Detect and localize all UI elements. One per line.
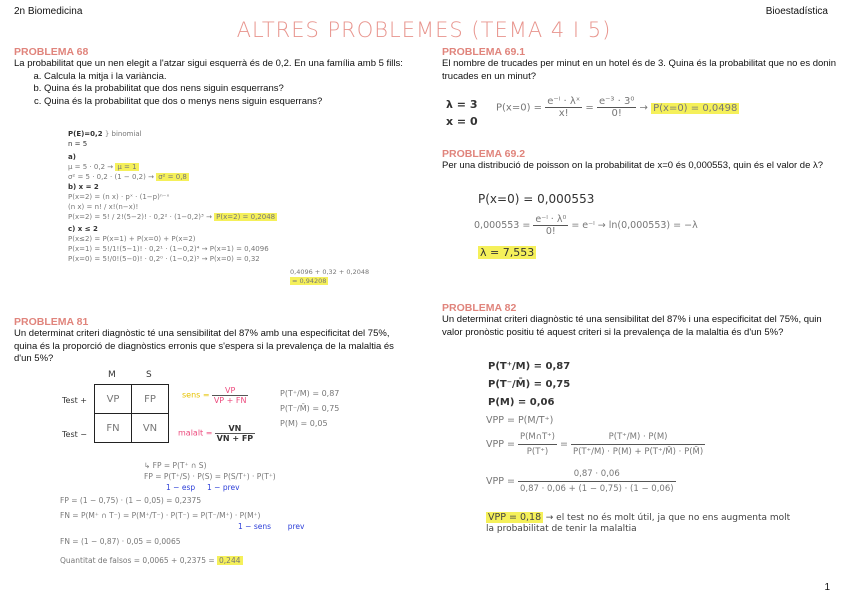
answer-highlight: P(x=0) = 0,0498: [653, 102, 738, 114]
note: FN = (1 − 0,87) · 0,05 = 0,0065: [60, 537, 181, 546]
header-subject: Bioestadística: [765, 6, 828, 17]
answer-highlight: 0,244: [219, 556, 241, 565]
note: x!: [558, 108, 569, 119]
note: P(T⁺/M) · P(M): [571, 430, 705, 445]
answer-highlight: = 0,94208: [292, 277, 327, 285]
problem-68: [14, 46, 410, 108]
note: P(T⁻/M̄) = 0,75: [488, 379, 571, 390]
note: FP = P(T⁺/S) · P(S) = P(S/T⁺) · P(T⁺): [144, 472, 276, 481]
problem-statement: [14, 58, 410, 108]
note: P(T⁻/M̄) = 0,75: [280, 404, 340, 413]
note: σ² = 5 · 0,2 · (1 − 0,2): [68, 173, 146, 181]
note: 1 − sens: [238, 522, 272, 531]
note: VN: [215, 424, 256, 434]
note: binomial: [111, 130, 142, 138]
note: c) x ≤ 2: [68, 225, 98, 233]
cell-fp: FP: [132, 385, 169, 414]
conclusion-note: → el test no és molt útil, ja que no ens augmenta molt la probabilitat de tenir la malaltia: [486, 513, 791, 534]
note: VP: [212, 386, 249, 396]
specificity-formula: [178, 424, 255, 443]
given-values-82: [488, 358, 570, 412]
question-list: [14, 71, 410, 109]
problem-heading: PROBLEMA 69.1: [442, 46, 526, 58]
note: 0,87 · 0,06: [518, 467, 676, 482]
cell-vp: VP: [95, 385, 132, 414]
page-title: ALTRES PROBLEMES (TEMA 4 I 5): [236, 18, 612, 42]
note: P(x=0) =: [496, 102, 543, 114]
note: P(x=0) = 0,32: [209, 255, 260, 263]
answer-highlight: P(x=2) = 0,2048: [216, 213, 276, 221]
note: P(E)=0,2: [68, 130, 103, 138]
col-s-label: S: [146, 370, 152, 380]
problem-69-1: [442, 46, 838, 83]
note: b) x = 2: [68, 183, 99, 191]
given-probability-69-2: P(x=0) = 0,000553: [478, 192, 595, 206]
note: P(M∩T⁺): [518, 430, 557, 445]
handwritten-work-68: P(E)=0,2 } binomial n = 5 a) μ = 5 · 0,2 → μ = 1 σ² = 5 · 0,2 · (1 − 0,2) → σ² = 0,8 b) x = 2 P(x=2) = (n x) · pˣ · (1−p)ⁿ⁻ˣ (n x) = n! / x!(n−x)! P(x=2) = 5! / 2!(5−2)! · 0,2² · (1−0,2)³ → P(x=2) = 0,2048 c) x ≤ 2 P(x≤2) = P(x=1) + P(x=0) + P(x=2) P(x=1) = 5!/1!(5−1)! · 0,2¹ · (1−0,2)⁴ → P(x=1) = 0,4096 P(x=0) = 5!/0!(5−0)! · 0,2⁰ · (1−0,2)⁵ → P(x=0) = 0,32: [68, 129, 413, 264]
cell-fn: FN: [95, 414, 132, 443]
note: VPP =: [486, 476, 515, 487]
note: P(T⁺/M) = 0,87: [280, 389, 340, 398]
note: P(x≤2) = P(x=1) + P(x=0) + P(x=2): [68, 235, 196, 243]
note: prev: [287, 522, 305, 531]
answer-highlight: VPP = 0,18: [488, 512, 542, 523]
note: P(T⁺): [526, 447, 549, 457]
note: P(x=0) = 5!/0!(5−0)! · 0,2⁰ · (1−0,2)⁵: [68, 255, 200, 263]
note: VP + FN: [213, 396, 247, 405]
sensitivity-formula: [182, 386, 248, 405]
note: P(T⁺/M) = 0,87: [488, 361, 571, 372]
poisson-equation-69-2: [474, 214, 698, 237]
note: 0,000553 =: [474, 220, 531, 231]
cell-vn: VN: [132, 414, 169, 443]
note: 1 − prev: [207, 483, 240, 492]
note: λ = 3: [446, 98, 478, 111]
note: sens =: [182, 390, 210, 400]
sum-note-68: [290, 268, 369, 286]
note: VN + FP: [216, 434, 254, 443]
note: FP = (1 − 0,75) · (1 − 0,05) = 0,2375: [60, 496, 202, 505]
answer-69-2: [478, 246, 536, 259]
note: malalt =: [178, 428, 213, 438]
handwritten-work-82: VPP = P(M/T⁺) VPP = $\frac{P(M\cap T^+)}{P(T^+)}$ = $\frac{P(T^+/M) \cdot P(M)}{P(T^+/M) \cdot P(M) + P(T^+/M̄) \cdot P(M̄)}$ VPP = $\frac{0,87 \cdot 0,06}{0,87 \cdot 0,06 + (1 - 0,75) \cdot (1 - 0,06)}$: [486, 414, 836, 496]
note: (n x) = n! / x!(n−x)!: [68, 203, 139, 211]
problem-heading: PROBLEMA 82: [442, 302, 517, 314]
col-m-label: M: [108, 370, 116, 380]
note: P(M) = 0,05: [280, 419, 328, 428]
note: n = 5: [68, 140, 88, 148]
problem-69-2: [442, 148, 838, 173]
note: Quantitat de falsos = 0,0065 + 0,2375 =: [60, 556, 215, 565]
problem-81: [14, 316, 410, 366]
question-item: b. Quina és la probabilitat que dos nens siguin esquerrans?: [44, 83, 410, 96]
statement-text: Un determinat criteri diagnòstic té una sensibilitat del 87% amb una especificitat del 75%, quina és la proporció de diagnòstics erronis que s'espera si la prevalença de la malaltia és d'un 5%?: [14, 328, 394, 364]
note: ↳ FP = P(T⁺ ∩ S): [144, 461, 207, 470]
header-course: 2n Biomedicina: [14, 6, 83, 17]
page-number: 1: [824, 582, 830, 593]
note: e⁻ˡ · λˣ: [547, 96, 581, 107]
note: 0,4096 + 0,32 + 0,2048: [290, 268, 370, 276]
question-item: a. Calcula la mitja i la variància.: [44, 71, 410, 84]
note: 0,87 · 0,06 + (1 − 0,75) · (1 − 0,06): [519, 484, 674, 494]
handwritten-work-81: [60, 460, 410, 566]
note: P(x=2) = 5! / 2!(5−2)! · 0,2² · (1−0,2)³: [68, 213, 204, 221]
answer-highlight: μ = 1: [117, 163, 137, 171]
problem-heading: PROBLEMA 68: [14, 46, 89, 58]
statement-text: El nombre de trucades per minut en un hotel és de 3. Quina és la probabilitat que no es donin trucades en un minut?: [442, 58, 836, 82]
note: 1 − esp: [166, 483, 196, 492]
given-values-81: [280, 386, 339, 431]
note: e⁻ˡ · λ⁰: [535, 214, 567, 225]
note: 0!: [611, 108, 622, 119]
statement-text: La probabilitat que un nen elegit a l'atzar sigui esquerrà és de 0,2. En una família amb 5 fills:: [14, 58, 403, 69]
note: P(x=2) = (n x) · pˣ · (1−p)ⁿ⁻ˣ: [68, 193, 170, 201]
row-neg-label: Test −: [62, 430, 87, 439]
note: μ = 5 · 0,2: [68, 163, 106, 171]
note: VPP = P(M/T⁺): [486, 415, 554, 426]
row-pos-label: Test +: [62, 396, 87, 405]
note: 0!: [545, 226, 556, 237]
poisson-equation-69-1: P(x=0) = $\frac{\text{e⁻ˡ · λˣ}}{x!}$ = $\frac{\text{e⁻³ · 3⁰}}{0!}$ → P(x=0) = 0,0498: [496, 96, 738, 119]
answer-highlight: λ = 7,553: [480, 246, 535, 259]
note: a): [68, 153, 76, 161]
problem-heading: PROBLEMA 81: [14, 316, 89, 328]
statement-text: Per una distribució de poisson on la probabilitat de x=0 és 0,000553, quin és el valor de λ?: [442, 160, 824, 171]
note: P(M) = 0,06: [488, 397, 555, 408]
problem-heading: PROBLEMA 69.2: [442, 148, 526, 160]
question-item: c. Quina és la probabilitat que dos o menys nens siguin esquerrans?: [44, 96, 410, 109]
note: P(x=1) = 5!/1!(5−1)! · 0,2¹ · (1−0,2)⁴: [68, 245, 200, 253]
note: P(x=1) = 0,4096: [209, 245, 269, 253]
note: P(T⁺/M) · P(M) + P(T⁺/M̄) · P(M̄): [572, 447, 704, 457]
note: = e⁻ˡ → ln(0,000553) = −λ: [571, 220, 698, 231]
note: FN = P(M⁺ ∩ T⁻) = P(M⁺/T⁻) · P(T⁻) = P(T⁻/M⁺) · P(M⁺): [60, 511, 261, 520]
conclusion-82: [486, 512, 796, 534]
contingency-table: [94, 384, 169, 443]
problem-82: [442, 302, 838, 339]
note: VPP =: [486, 439, 515, 450]
statement-text: Un determinat criteri diagnòstic té una sensibilitat del 87% i una especificitat del 75%, quin valor pronòstic positiu té aquest criteri si la prevalença de la malaltia és d'un 5%?: [442, 314, 822, 338]
note: x = 0: [446, 115, 478, 128]
given-values-69-1: [446, 96, 478, 130]
answer-highlight: σ² = 0,8: [158, 173, 187, 181]
note: e⁻³ · 3⁰: [598, 96, 635, 107]
